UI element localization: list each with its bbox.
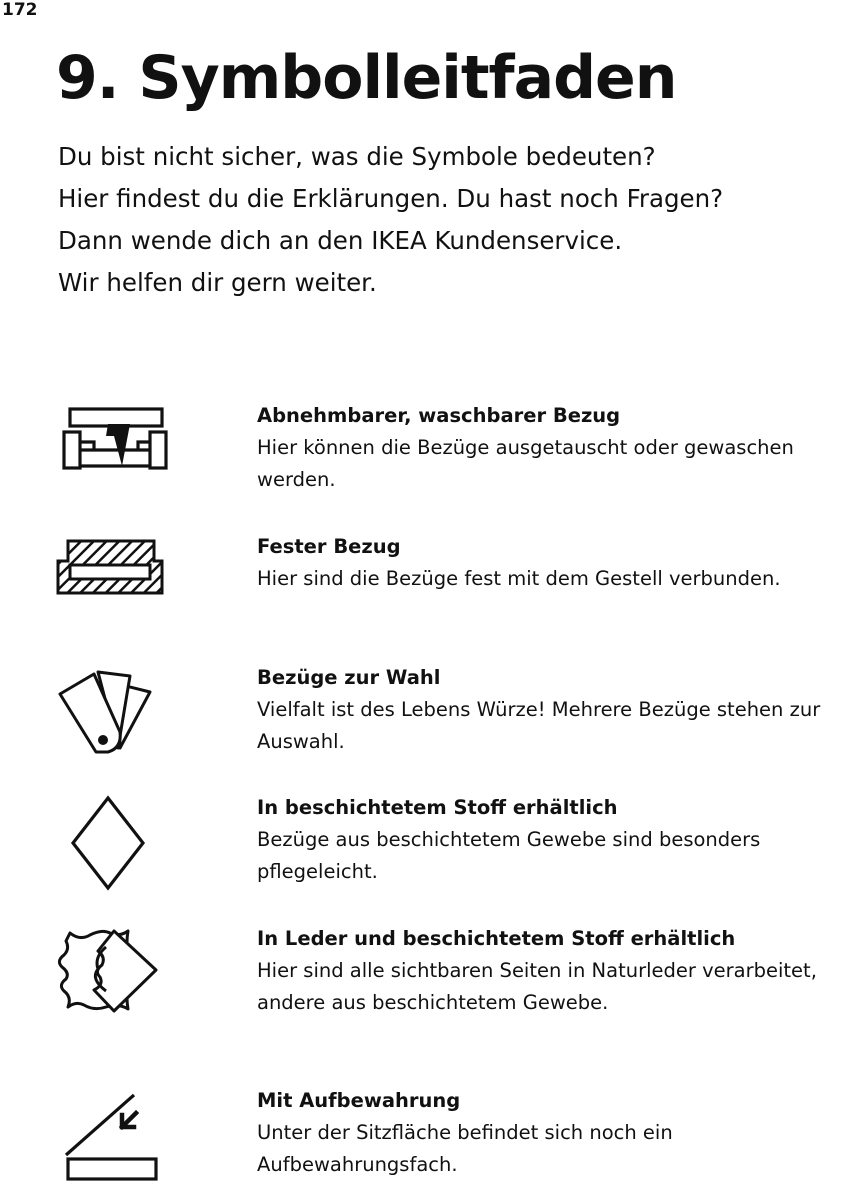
- symbol-item-fabric-choice: [0, 662, 850, 772]
- storage-lid-arrow-icon: [62, 1091, 162, 1183]
- symbol-title: Abnehmbarer, waschbarer Bezug: [257, 404, 621, 427]
- symbol-text: [257, 923, 847, 1019]
- intro-line: Dann wende dich an den IKEA Kundenservice.: [58, 226, 623, 255]
- symbol-description: Hier sind die Bezüge fest mit dem Gestell verbunden.: [257, 567, 781, 590]
- page-title: 9. Symbolleitfaden: [56, 43, 677, 113]
- symbol-text: [257, 1085, 847, 1181]
- symbol-description: Vielfalt ist des Lebens Würze! Mehrere Bezüge stehen zur Auswahl.: [257, 698, 821, 753]
- symbol-item-storage: [0, 1085, 850, 1180]
- fabric-swatch-fan-icon: [56, 668, 156, 756]
- symbol-title: Mit Aufbewahrung: [257, 1089, 461, 1112]
- symbol-text: [257, 792, 847, 888]
- symbol-text: [257, 531, 847, 595]
- symbol-description: Hier können die Bezüge ausgetauscht oder gewaschen werden.: [257, 436, 794, 491]
- fixed-cover-icon: [56, 539, 164, 597]
- intro-line: Wir helfen dir gern weiter.: [58, 268, 377, 297]
- symbol-description: Hier sind alle sichtbaren Seiten in Naturleder verarbeitet, andere aus beschichtetem Gewebe.: [257, 959, 817, 1014]
- symbol-text: [257, 662, 847, 758]
- symbol-title: In beschichtetem Stoff erhältlich: [257, 796, 618, 819]
- symbol-title: In Leder und beschichtetem Stoff erhältlich: [257, 927, 736, 950]
- symbol-title: Fester Bezug: [257, 535, 401, 558]
- intro-paragraph: [58, 136, 828, 304]
- intro-line: Hier findest du die Erklärungen. Du hast noch Fragen?: [58, 184, 724, 213]
- symbol-item-fixed-cover: [0, 531, 850, 611]
- page-number: 172: [2, 0, 38, 20]
- diamond-icon: [70, 795, 146, 891]
- symbol-description: Unter der Sitzfläche befindet sich noch ein Aufbewahrungsfach.: [257, 1121, 673, 1176]
- symbol-item-coated-fabric: [0, 792, 850, 892]
- symbol-title: Bezüge zur Wahl: [257, 666, 441, 689]
- symbol-item-leather-coated: [0, 923, 850, 1023]
- removable-cover-icon: [60, 406, 170, 472]
- intro-line: Du bist nicht sicher, was die Symbole bedeuten?: [58, 142, 656, 171]
- symbol-text: [257, 400, 847, 496]
- symbol-item-removable-cover: [0, 400, 850, 510]
- symbol-description: Bezüge aus beschichtetem Gewebe sind besonders pflegeleicht.: [257, 828, 761, 883]
- leather-hide-diamond-icon: [54, 927, 160, 1013]
